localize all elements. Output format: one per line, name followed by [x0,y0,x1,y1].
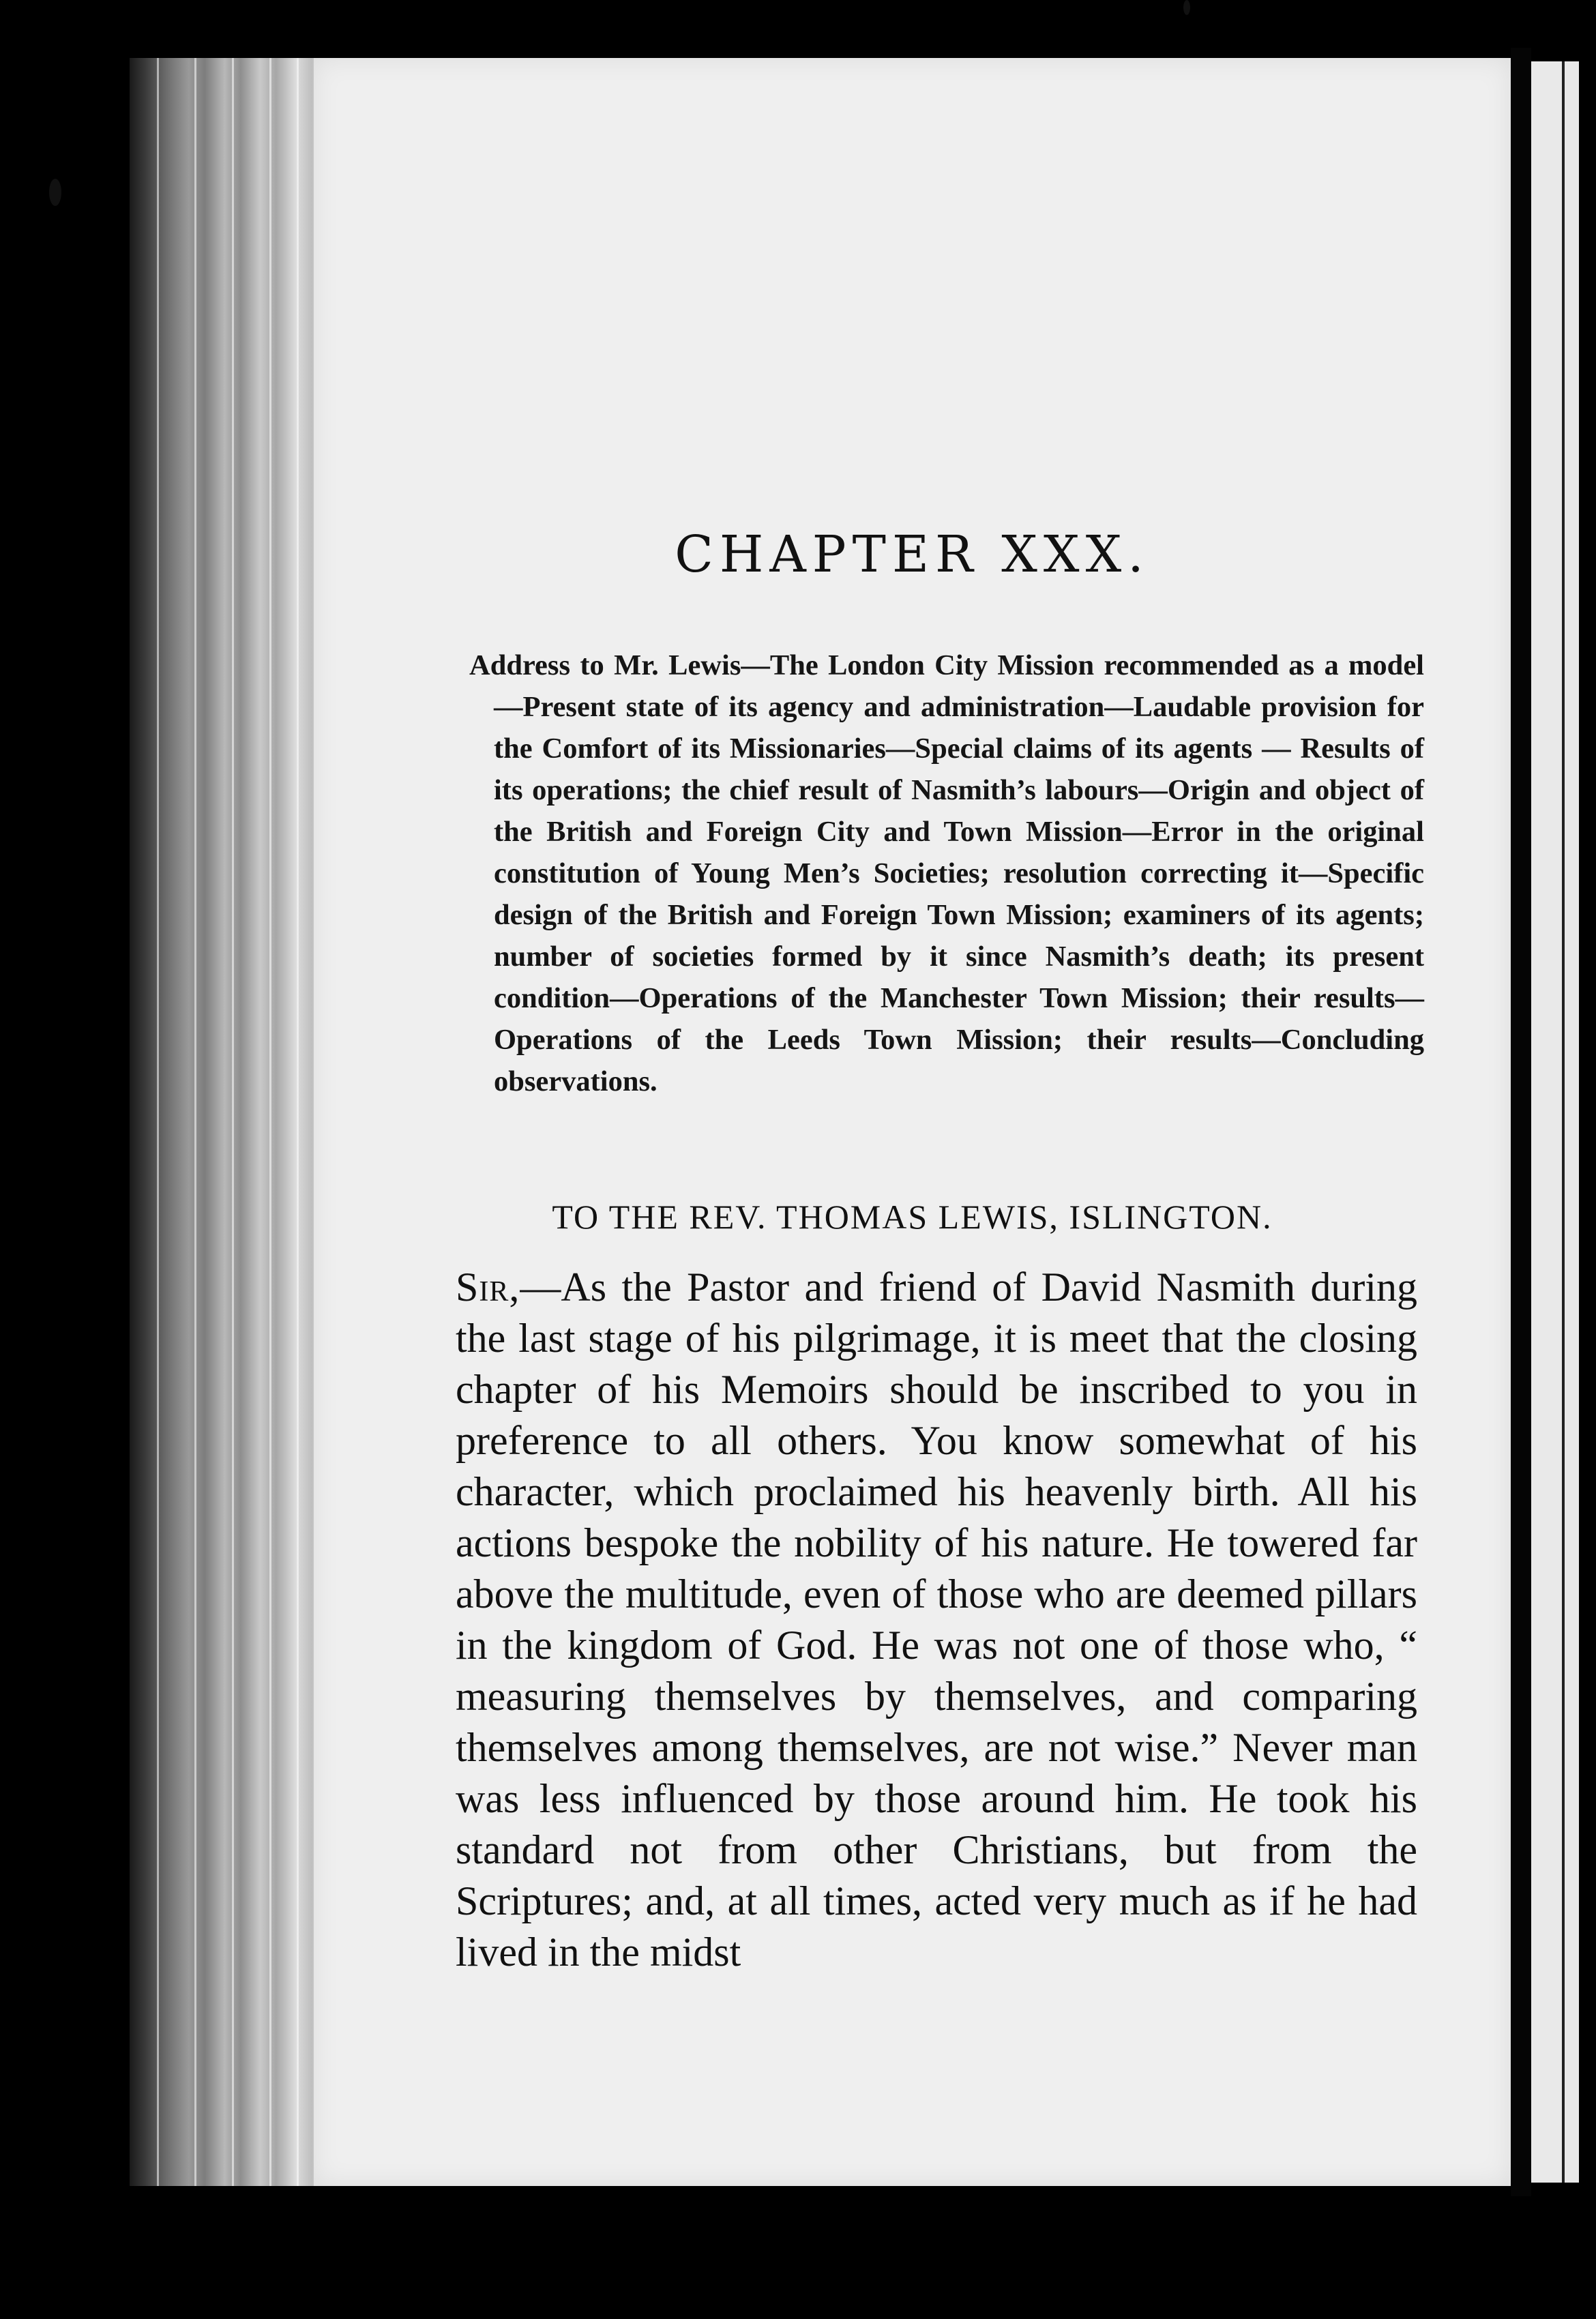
body-text: —As the Pastor and friend of David Nasmith during the last stage of his pilgrimage, it is meet that the closing chapter of his Memoirs should be inscribed to you in preference to all others. You know somewhat of his character, which proclaimed his heavenly birth. All his actions bespoke the nobility of his nature. He towered far above the multitude, even of those who are deemed pillars in the kingdom of God. He was not one of those who, “ measuring themselves by themselves, and comparing themselves among themselves, are not wise.” Never man was less influenced by those around him. He took his standard not from other Christians, but from the Scriptures; and, at all times, acted very much as if he had lived in the midst [456,1265,1417,1975]
page-gutter [1511,48,1531,2196]
adjacent-page-rule [1562,61,1565,2183]
adjacent-page-edge [1531,61,1579,2183]
scan-speck [49,179,61,206]
chapter-synopsis: Address to Mr. Lewis—The London City Mission recommended as a model—Present state of its agency and administration—Laudable provision for the Comfort of its Missionaries—Special claims of its agents — Results of its operations; the chief result of Nasmith’s labours—Origin and object of the British and Foreign City and Town Mission—Error in the original constitution of Young Men’s Societies; resolution correcting it—Specific design of the British and Foreign Town Mission; examiners of its agents; number of societies formed by it since Nasmith’s death; its present condition—Operations of the Manchester Town Mission; their results—Operations of the Leeds Town Mission; their results—Concluding observations. [469,649,1424,1097]
opening-salutation: Sir, [456,1265,520,1310]
address-heading: TO THE REV. THOMAS LEWIS, ISLINGTON. [552,1198,1273,1236]
page-edge-stack [130,58,327,2186]
scan-speck [1183,0,1190,15]
body-paragraph [456,1262,1417,1978]
chapter-title: CHAPTER XXX. [675,525,1150,584]
